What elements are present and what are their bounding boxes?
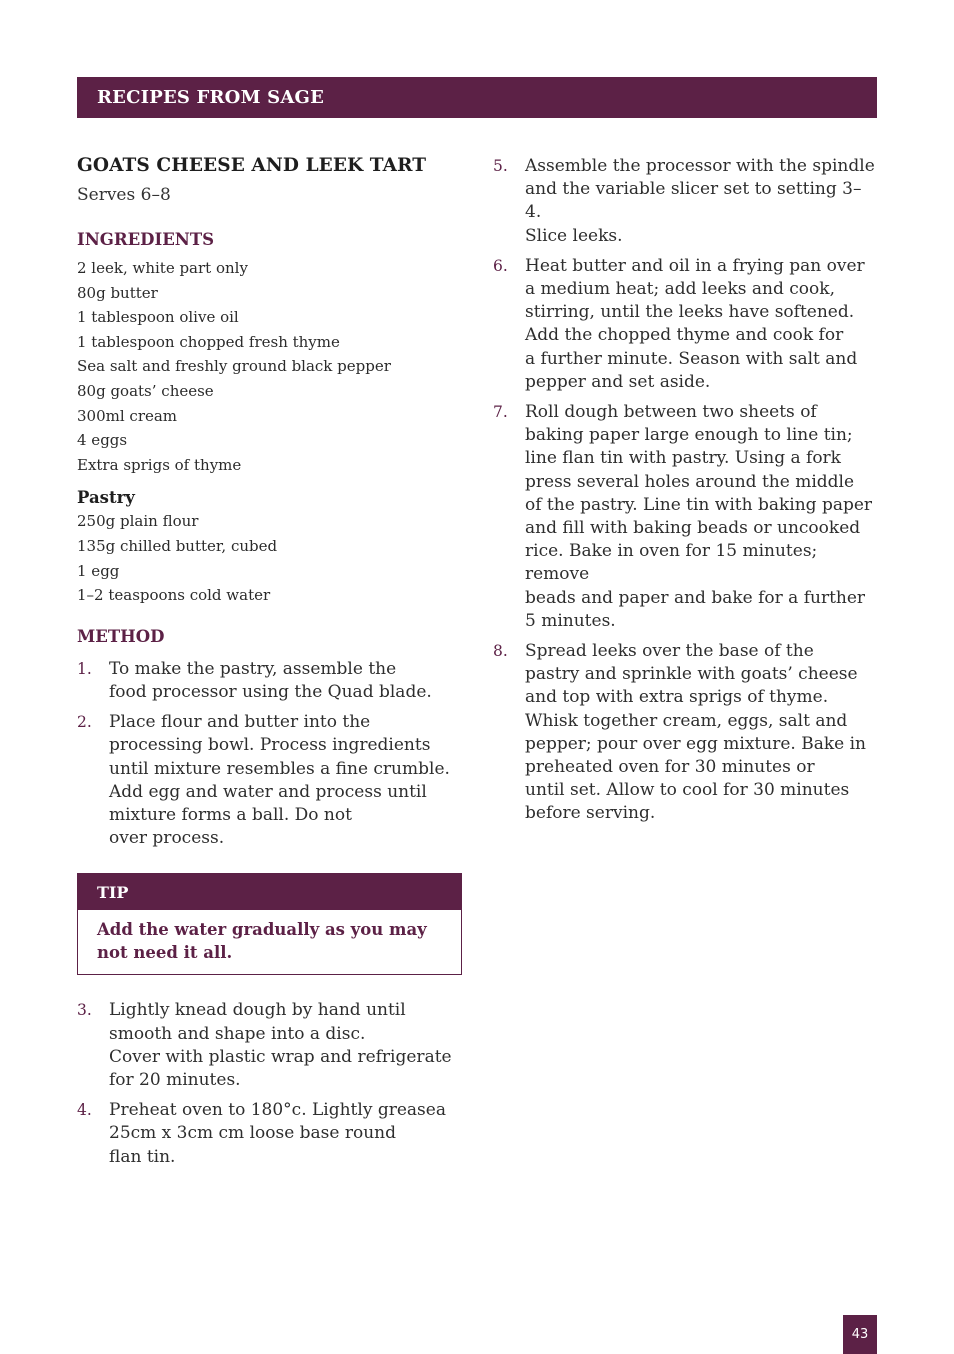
pastry-list: [77, 509, 462, 607]
ingredient-item: 80g butter: [77, 283, 158, 302]
ingredients-list: [77, 256, 462, 477]
method-steps-part-1: [77, 658, 462, 851]
tip-heading: TIP: [78, 874, 461, 910]
ingredient-item: 1 tablespoon olive oil: [77, 308, 239, 327]
step-text: Lightly knead dough by hand until smooth and shape into a disc. Cover with plastic wrap and refrigerate for 20 minutes.: [109, 1000, 452, 1090]
step-number: 8.: [493, 642, 508, 661]
method-step: [77, 711, 462, 850]
banner-title: RECIPES FROM SAGE: [97, 87, 325, 108]
step-text: Heat butter and oil in a frying pan over a medium heat; add leeks and cook, stirring, until the leeks have softened. Add the chopped thyme and cook for a further minute. Season with salt and pepper and set aside.: [525, 255, 865, 392]
step-number: 1.: [77, 659, 92, 678]
pastry-heading: Pastry: [77, 488, 135, 508]
ingredient-item: 80g goats’ cheese: [77, 381, 214, 400]
ingredient-item: Sea salt and freshly ground black pepper: [77, 357, 391, 376]
step-number: 6.: [493, 256, 508, 275]
right-column: [493, 155, 877, 833]
ingredient-item: 300ml cream: [77, 406, 178, 425]
step-number: 5.: [493, 157, 508, 175]
pastry-item: 1–2 teaspoons cold water: [77, 586, 271, 605]
section-banner: [77, 77, 877, 118]
step-text: Roll dough between two sheets of baking paper large enough to line tin; line flan tin with pastry. Using a fork press several holes around the middle of the pastry. Line tin with baking paper and fill with baking beads or uncooked rice. Bake in oven for 15 minutes; remove beads and paper and bake for a further 5 minutes.: [525, 402, 873, 631]
method-steps-part-3: [493, 155, 877, 826]
ingredient-item: 4 eggs: [77, 431, 128, 450]
method-step: [493, 640, 877, 826]
tip-box: [77, 873, 462, 975]
step-number: 2.: [77, 713, 92, 732]
method-step: [77, 999, 462, 1092]
method-steps-part-2: [77, 999, 462, 1168]
ingredient-item: Extra sprigs of thyme: [77, 455, 242, 474]
method-step: [77, 1099, 462, 1169]
method-step: [493, 155, 877, 248]
method-step: [77, 658, 462, 704]
page-number-text: 43: [851, 1327, 869, 1342]
step-number: 7.: [493, 403, 508, 422]
page-number: [843, 1315, 877, 1354]
method-heading: METHOD: [77, 626, 165, 646]
left-column: [77, 152, 462, 1176]
pastry-item: 250g plain flour: [77, 512, 199, 531]
pastry-item: 135g chilled butter, cubed: [77, 536, 278, 555]
recipe-title: GOATS CHEESE AND LEEK TART: [77, 155, 427, 176]
method-step: [493, 401, 877, 633]
serves-text: Serves 6–8: [77, 185, 171, 205]
ingredient-item: 1 tablespoon chopped fresh thyme: [77, 332, 340, 351]
step-text: Spread leeks over the base of the pastry and sprinkle with goats’ cheese and top with extra sprigs of thyme. Whisk together cream, eggs, salt and pepper; pour over egg mixture. Bake in preheated oven for 30 minutes or until set. Allow to cool for 30 minutes before serving.: [525, 641, 866, 824]
ingredients-heading: INGREDIENTS: [77, 230, 215, 249]
step-number: 4.: [77, 1101, 92, 1120]
step-text: Place flour and butter into the processing bowl. Process ingredients until mixture resembles a fine crumble. Add egg and water and process until mixture forms a ball. Do not over process.: [109, 712, 450, 849]
step-number: 3.: [77, 1001, 92, 1020]
pastry-item: 1 egg: [77, 561, 120, 580]
step-text: Assemble the processor with the spindle and the variable slicer set to setting 3–4. Slice leeks.: [525, 156, 875, 246]
step-text: Preheat oven to 180°c. Lightly greasea 25cm x 3cm cm loose base round flan tin.: [109, 1100, 446, 1167]
step-text: To make the pastry, assemble the food processor using the Quad blade.: [109, 658, 432, 702]
method-step: [493, 255, 877, 394]
tip-text: Add the water gradually as you may not need it all.: [97, 920, 427, 963]
ingredient-item: 2 leek, white part only: [77, 259, 248, 277]
